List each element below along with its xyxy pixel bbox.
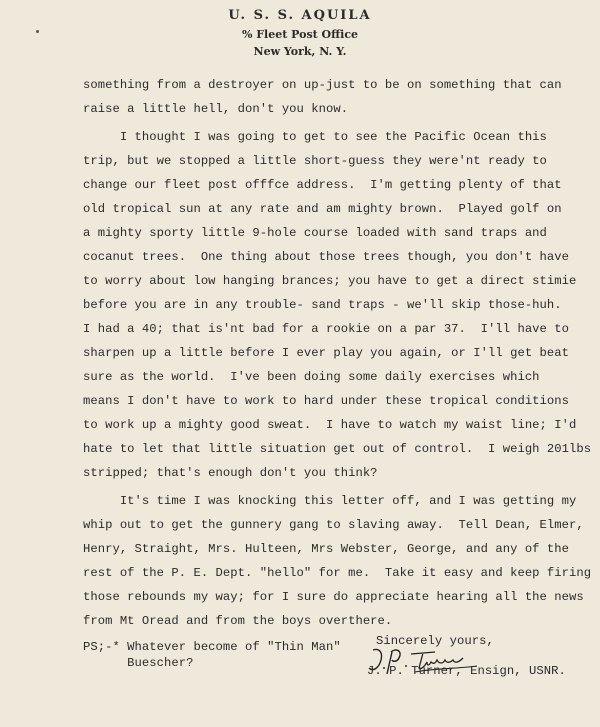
body-line: before you are in any trouble- sand traps - we'll skip those-huh. [83,298,562,312]
body-line: hate to let that little situation get out of control. I weigh 201lbs [83,442,592,456]
body-line: stripped; that's enough don't you think? [83,466,378,480]
body-line: a mighty sporty little 9-hole course loaded with sand traps and [83,226,547,240]
body-line: means I don't have to work to hard under these tropical conditions [83,394,570,408]
letterhead-ship-name: U. S. S. AQUILA [228,8,372,23]
body-line: sure as the world. I've been doing some daily exercises which [83,370,540,384]
body-line: I had a 40; that is'nt bad for a rookie on a par 37. I'll have to [83,322,570,336]
body-line: trip, but we stopped a little short-guess they were'nt ready to [83,154,547,168]
letterhead-city: New York, N. Y. [253,45,347,58]
body-line: sharpen up a little before I ever play you again, or I'll get beat [83,346,570,360]
body-line: whip out to get the gunnery gang to slaving away. Tell Dean, Elmer, [83,518,584,532]
body-line: old tropical sun at any rate and am mighty brown. Played golf on [83,202,562,216]
body-line: to worry about low hanging brances; you have to get a direct stimie [83,274,577,288]
body-line: rest of the P. E. Dept. "hello" for me. Take it easy and keep firing [83,566,592,580]
closing-salutation: Sincerely yours, [376,634,494,648]
postscript-line-2: Buescher? [83,656,194,670]
body-line: It's time I was knocking this letter off, and I was getting my [83,494,577,508]
body-line: I thought I was going to get to see the Pacific Ocean this [83,130,547,144]
body-line: change our fleet post offfce address. I'm getting plenty of that [83,178,562,192]
body-line: to work up a mighty good sweat. I have to watch my waist line; I'd [83,418,577,432]
typed-signature: J. P. Turner, Ensign, USNR. [367,664,566,678]
body-line: raise a little hell, don't you know. [83,102,349,116]
body-line: those rebounds my way; for I sure do appreciate hearing all the news [83,590,584,604]
body-line: cocanut trees. One thing about those trees though, you don't have [83,250,570,264]
letterhead-post-office: % Fleet Post Office [241,28,359,41]
postscript-line-1: PS;-* Whatever become of "Thin Man" [83,640,341,654]
body-line: something from a destroyer on up-just to be on something that can [83,78,562,92]
body-line: Henry, Straight, Mrs. Hulteen, Mrs Webster, George, and any of the [83,542,570,556]
body-line: from Mt Oread and from the boys overthere. [83,614,393,628]
